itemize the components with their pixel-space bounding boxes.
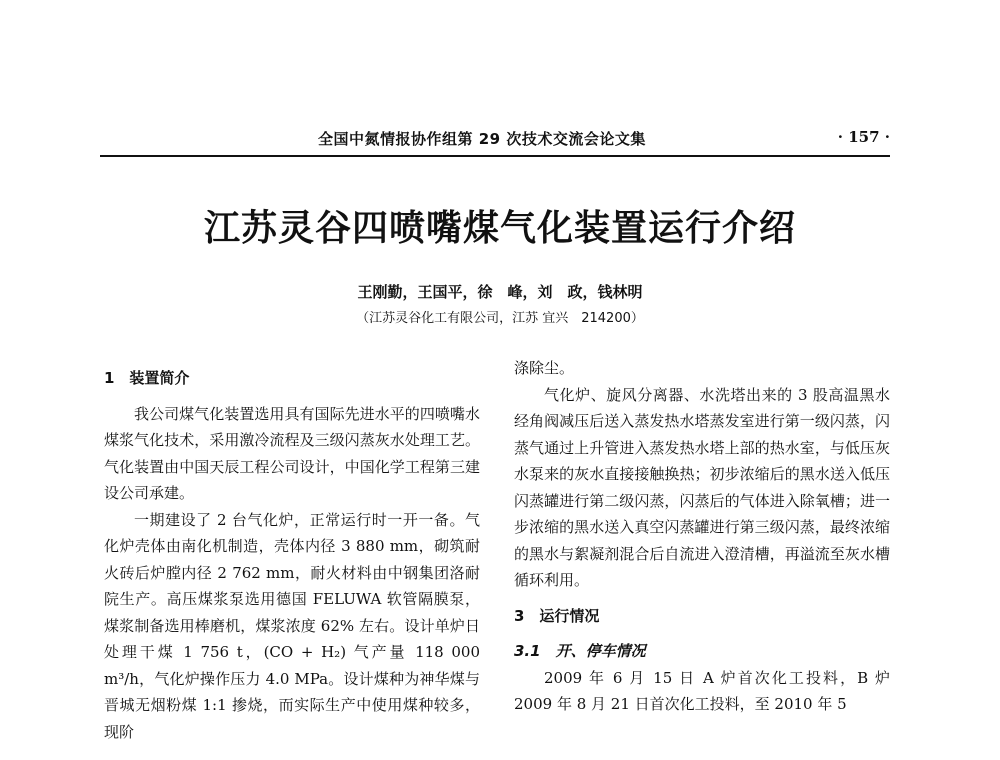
affiliation: （江苏灵谷化工有限公司，江苏 宜兴 214200） [356, 311, 644, 326]
running-title: 全国中氮情报协作组第 29 次技术交流会论文集 [318, 130, 646, 148]
left-column [104, 365, 480, 745]
header-rule [100, 155, 890, 157]
author-list: 王刚勤，王国平，徐 峰，刘 政，钱林明 [357, 283, 643, 301]
paragraph-flash: 气化炉、旋风分离器、水洗塔出来的 3 股高温黑水经角阀减压后送入蒸发热水塔蒸发室进行第一级闪蒸，闪蒸气通过上升管进入蒸发热水塔上部的热水室，与低压灰水泵来的灰水直接接触换热；初步浓缩后的黑水送入低压闪蒸罐进行第二级闪蒸，闪蒸后的气体进入除氧槽；进一步浓缩的黑水送入真空闪蒸罐进行第三级闪蒸，最终浓缩的黑水与絮凝剂混合后自流进入澄清槽，再溢流至灰水槽循环利用。 [514, 385, 890, 589]
paragraph-startup: 2009 年 6 月 15 日 A 炉首次化工投料，B 炉 2009 年 8 月 21 日首次化工投料，至 2010 年 5 [514, 668, 890, 713]
subsection-heading-3-1: 3.1 开、停车情况 [514, 642, 646, 660]
paragraph-intro: 我公司煤气化装置选用具有国际先进水平的四喷嘴水煤浆气化技术，采用激冷流程及三级闪蒸灰水处理工艺。气化装置由中国天辰工程公司设计，中国化学工程第三建设公司承建。 [104, 404, 480, 502]
article-title: 江苏灵谷四喷嘴煤气化装置运行介绍 [203, 207, 796, 249]
right-column [514, 355, 890, 718]
running-header [100, 128, 890, 150]
paragraph-phase-one: 一期建设了 2 台气化炉，正常运行时一开一备。气化炉壳体由南化机制造，壳体内径 3 880 mm，砌筑耐火砖后炉膛内径 2 762 mm，耐火材料由中钢集团洛耐院生产。高压煤浆泵选用德国 FELUWA 软管隔膜泵，煤浆制备选用棒磨机，煤浆浓度 62% 左右。设计单炉日处理干煤 1 756 t，(CO + H₂) 气产量 118 000 m³/h，气化炉操作压力 4.0 MPa。设计煤种为神华煤与晋城无烟粉煤 1:1 掺烧，而实际生产中使用煤种较多，现阶 [104, 510, 480, 741]
section-heading-3: 3 运行情况 [514, 606, 600, 625]
continued-text: 涤除尘。 [514, 359, 575, 377]
page-number: · 157 · [837, 128, 890, 146]
section-heading-1: 1 装置简介 [104, 369, 190, 387]
